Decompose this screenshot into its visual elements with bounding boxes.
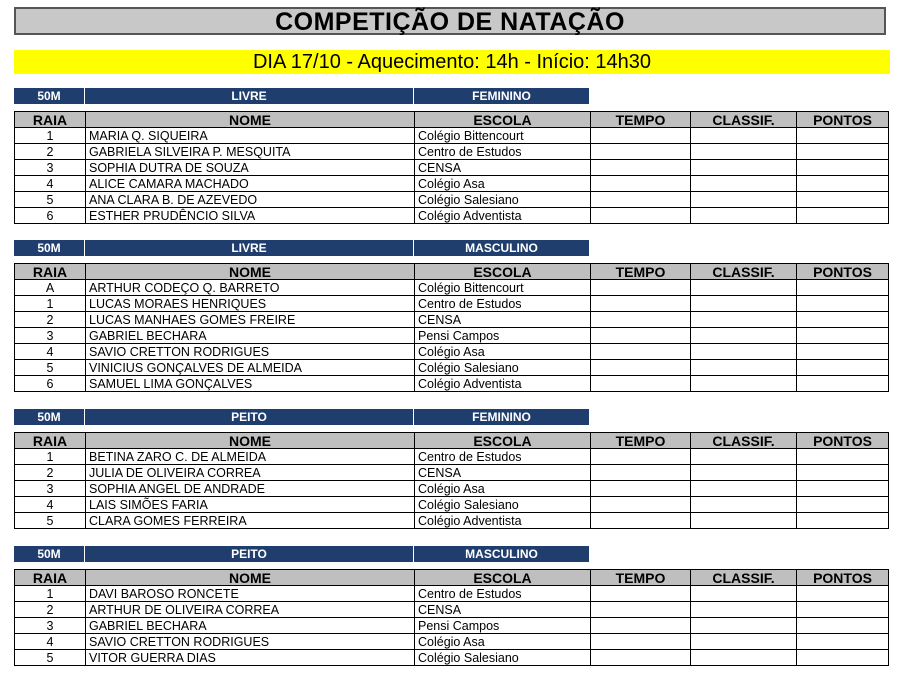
col-header-nome: NOME (86, 264, 415, 280)
rank-cell (691, 296, 797, 312)
lane-cell: 4 (15, 344, 86, 360)
page-title: COMPETIÇÃO DE NATAÇÃO (14, 7, 886, 35)
swimmer-name-cell: SOPHIA ANGEL DE ANDRADE (86, 481, 415, 497)
col-header-classif: CLASSIF. (691, 112, 797, 128)
swimmer-name-cell: BETINA ZARO C. DE ALMEIDA (86, 449, 415, 465)
points-cell (797, 481, 889, 497)
rank-cell (691, 586, 797, 602)
race-header (14, 409, 890, 425)
col-header-nome: NOME (86, 112, 415, 128)
time-cell (591, 328, 691, 344)
lane-cell: 3 (15, 160, 86, 176)
rank-cell (691, 376, 797, 392)
points-cell (797, 128, 889, 144)
school-cell: Colégio Adventista (415, 208, 591, 224)
points-cell (797, 513, 889, 529)
col-header-raia: RAIA (15, 112, 86, 128)
table-row (15, 586, 889, 602)
time-cell (591, 602, 691, 618)
race-section (14, 409, 890, 528)
table-row (15, 465, 889, 481)
rank-cell (691, 481, 797, 497)
lane-cell: A (15, 280, 86, 296)
lane-cell: 2 (15, 312, 86, 328)
time-cell (591, 160, 691, 176)
time-cell (591, 586, 691, 602)
event-schedule-banner: DIA 17/10 - Aquecimento: 14h - Início: 14h30 (14, 50, 890, 74)
time-cell (591, 312, 691, 328)
time-cell (591, 208, 691, 224)
col-header-pontos: PONTOS (797, 112, 889, 128)
swimmer-name-cell: LAIS SIMÕES FARIA (86, 497, 415, 513)
rank-cell (691, 497, 797, 513)
swimmer-name-cell: ARTHUR CODEÇO Q. BARRETO (86, 280, 415, 296)
time-cell (591, 481, 691, 497)
table-row (15, 296, 889, 312)
rank-cell (691, 650, 797, 666)
swimmer-name-cell: ANA CLARA B. DE AZEVEDO (86, 192, 415, 208)
col-header-nome: NOME (86, 433, 415, 449)
col-header-pontos: PONTOS (797, 264, 889, 280)
race-style: PEITO (85, 546, 414, 562)
race-distance: 50M (14, 409, 85, 425)
points-cell (797, 280, 889, 296)
points-cell (797, 176, 889, 192)
rank-cell (691, 160, 797, 176)
lane-cell: 1 (15, 449, 86, 465)
time-cell (591, 144, 691, 160)
table-row (15, 360, 889, 376)
points-cell (797, 160, 889, 176)
school-cell: CENSA (415, 312, 591, 328)
race-header (14, 546, 890, 562)
school-cell: Colégio Adventista (415, 513, 591, 529)
school-cell: Colégio Asa (415, 176, 591, 192)
lane-cell: 2 (15, 144, 86, 160)
points-cell (797, 376, 889, 392)
lane-cell: 4 (15, 634, 86, 650)
school-cell: Centro de Estudos (415, 296, 591, 312)
time-cell (591, 650, 691, 666)
school-cell: Colégio Asa (415, 481, 591, 497)
col-header-nome: NOME (86, 570, 415, 586)
race-distance: 50M (14, 546, 85, 562)
points-cell (797, 328, 889, 344)
lane-cell: 1 (15, 586, 86, 602)
table-row (15, 280, 889, 296)
lane-cell: 5 (15, 192, 86, 208)
entries-table (14, 263, 889, 392)
lane-cell: 5 (15, 650, 86, 666)
school-cell: Colégio Adventista (415, 376, 591, 392)
lane-cell: 2 (15, 602, 86, 618)
swimmer-name-cell: MARIA Q. SIQUEIRA (86, 128, 415, 144)
entries-table (14, 432, 889, 529)
col-header-tempo: TEMPO (591, 112, 691, 128)
race-gender: MASCULINO (414, 546, 590, 562)
points-cell (797, 144, 889, 160)
col-header-raia: RAIA (15, 433, 86, 449)
col-header-tempo: TEMPO (591, 570, 691, 586)
school-cell: Colégio Asa (415, 634, 591, 650)
time-cell (591, 296, 691, 312)
table-header-row (15, 570, 889, 586)
rank-cell (691, 128, 797, 144)
points-cell (797, 618, 889, 634)
points-cell (797, 296, 889, 312)
swimmer-name-cell: SOPHIA DUTRA DE SOUZA (86, 160, 415, 176)
race-distance: 50M (14, 240, 85, 256)
col-header-pontos: PONTOS (797, 433, 889, 449)
school-cell: Colégio Salesiano (415, 360, 591, 376)
school-cell: CENSA (415, 160, 591, 176)
race-section (14, 546, 890, 665)
points-cell (797, 650, 889, 666)
points-cell (797, 586, 889, 602)
table-row (15, 497, 889, 513)
school-cell: Centro de Estudos (415, 144, 591, 160)
table-row (15, 650, 889, 666)
entries-table (14, 569, 889, 666)
time-cell (591, 176, 691, 192)
lane-cell: 6 (15, 208, 86, 224)
swimmer-name-cell: CLARA GOMES FERREIRA (86, 513, 415, 529)
race-header (14, 240, 890, 256)
table-row (15, 328, 889, 344)
col-header-classif: CLASSIF. (691, 433, 797, 449)
swimmer-name-cell: LUCAS MORAES HENRIQUES (86, 296, 415, 312)
lane-cell: 4 (15, 176, 86, 192)
race-gender: FEMININO (414, 409, 590, 425)
table-row (15, 312, 889, 328)
rank-cell (691, 602, 797, 618)
table-row (15, 176, 889, 192)
table-row (15, 344, 889, 360)
school-cell: Pensi Campos (415, 328, 591, 344)
rank-cell (691, 280, 797, 296)
col-header-escola: ESCOLA (415, 264, 591, 280)
rank-cell (691, 192, 797, 208)
swimmer-name-cell: LUCAS MANHAES GOMES FREIRE (86, 312, 415, 328)
swimmer-name-cell: DAVI BAROSO RONCETE (86, 586, 415, 602)
race-style: PEITO (85, 409, 414, 425)
table-row (15, 618, 889, 634)
rank-cell (691, 344, 797, 360)
time-cell (591, 376, 691, 392)
swimmer-name-cell: VITOR GUERRA DIAS (86, 650, 415, 666)
lane-cell: 3 (15, 328, 86, 344)
points-cell (797, 602, 889, 618)
rank-cell (691, 312, 797, 328)
swimmer-name-cell: GABRIEL BECHARA (86, 618, 415, 634)
points-cell (797, 344, 889, 360)
table-row (15, 449, 889, 465)
table-row (15, 128, 889, 144)
school-cell: CENSA (415, 602, 591, 618)
rank-cell (691, 208, 797, 224)
lane-cell: 3 (15, 618, 86, 634)
school-cell: Colégio Salesiano (415, 192, 591, 208)
school-cell: Colégio Asa (415, 344, 591, 360)
col-header-pontos: PONTOS (797, 570, 889, 586)
table-row (15, 634, 889, 650)
table-row (15, 208, 889, 224)
table-header-row (15, 112, 889, 128)
table-row (15, 160, 889, 176)
time-cell (591, 192, 691, 208)
entries-table (14, 111, 889, 224)
col-header-classif: CLASSIF. (691, 264, 797, 280)
col-header-escola: ESCOLA (415, 570, 591, 586)
time-cell (591, 360, 691, 376)
lane-cell: 1 (15, 128, 86, 144)
rank-cell (691, 360, 797, 376)
lane-cell: 5 (15, 360, 86, 376)
table-row (15, 376, 889, 392)
col-header-escola: ESCOLA (415, 112, 591, 128)
lane-cell: 2 (15, 465, 86, 481)
col-header-escola: ESCOLA (415, 433, 591, 449)
race-gender: MASCULINO (414, 240, 590, 256)
lane-cell: 1 (15, 296, 86, 312)
rank-cell (691, 176, 797, 192)
time-cell (591, 513, 691, 529)
points-cell (797, 312, 889, 328)
lane-cell: 3 (15, 481, 86, 497)
table-row (15, 192, 889, 208)
time-cell (591, 634, 691, 650)
table-row (15, 513, 889, 529)
swimmer-name-cell: VINICIUS GONÇALVES DE ALMEIDA (86, 360, 415, 376)
table-header-row (15, 433, 889, 449)
points-cell (797, 449, 889, 465)
swimmer-name-cell: GABRIEL BECHARA (86, 328, 415, 344)
race-section (14, 88, 890, 223)
time-cell (591, 618, 691, 634)
race-style: LIVRE (85, 88, 414, 104)
race-style: LIVRE (85, 240, 414, 256)
time-cell (591, 497, 691, 513)
school-cell: Pensi Campos (415, 618, 591, 634)
lane-cell: 5 (15, 513, 86, 529)
table-row (15, 481, 889, 497)
points-cell (797, 360, 889, 376)
col-header-classif: CLASSIF. (691, 570, 797, 586)
swimmer-name-cell: ESTHER PRUDÊNCIO SILVA (86, 208, 415, 224)
swimmer-name-cell: ALICE CAMARA MACHADO (86, 176, 415, 192)
points-cell (797, 465, 889, 481)
swimmer-name-cell: SAVIO CRETTON RODRIGUES (86, 634, 415, 650)
swimmer-name-cell: SAMUEL LIMA GONÇALVES (86, 376, 415, 392)
time-cell (591, 128, 691, 144)
time-cell (591, 280, 691, 296)
col-header-raia: RAIA (15, 570, 86, 586)
swimmer-name-cell: SAVIO CRETTON RODRIGUES (86, 344, 415, 360)
rank-cell (691, 634, 797, 650)
school-cell: CENSA (415, 465, 591, 481)
race-header (14, 88, 890, 104)
rank-cell (691, 144, 797, 160)
school-cell: Colégio Bittencourt (415, 128, 591, 144)
points-cell (797, 497, 889, 513)
swimmer-name-cell: JULIA DE OLIVEIRA CORREA (86, 465, 415, 481)
school-cell: Colégio Bittencourt (415, 280, 591, 296)
col-header-tempo: TEMPO (591, 433, 691, 449)
school-cell: Colégio Salesiano (415, 497, 591, 513)
points-cell (797, 192, 889, 208)
table-row (15, 144, 889, 160)
race-gender: FEMININO (414, 88, 590, 104)
swimmer-name-cell: GABRIELA SILVEIRA P. MESQUITA (86, 144, 415, 160)
time-cell (591, 344, 691, 360)
school-cell: Colégio Salesiano (415, 650, 591, 666)
lane-cell: 6 (15, 376, 86, 392)
points-cell (797, 208, 889, 224)
swimmer-name-cell: ARTHUR DE OLIVEIRA CORREA (86, 602, 415, 618)
time-cell (591, 449, 691, 465)
rank-cell (691, 513, 797, 529)
points-cell (797, 634, 889, 650)
rank-cell (691, 618, 797, 634)
col-header-raia: RAIA (15, 264, 86, 280)
race-distance: 50M (14, 88, 85, 104)
table-header-row (15, 264, 889, 280)
rank-cell (691, 449, 797, 465)
time-cell (591, 465, 691, 481)
school-cell: Centro de Estudos (415, 449, 591, 465)
lane-cell: 4 (15, 497, 86, 513)
col-header-tempo: TEMPO (591, 264, 691, 280)
school-cell: Centro de Estudos (415, 586, 591, 602)
table-row (15, 602, 889, 618)
race-section (14, 240, 890, 391)
rank-cell (691, 328, 797, 344)
rank-cell (691, 465, 797, 481)
